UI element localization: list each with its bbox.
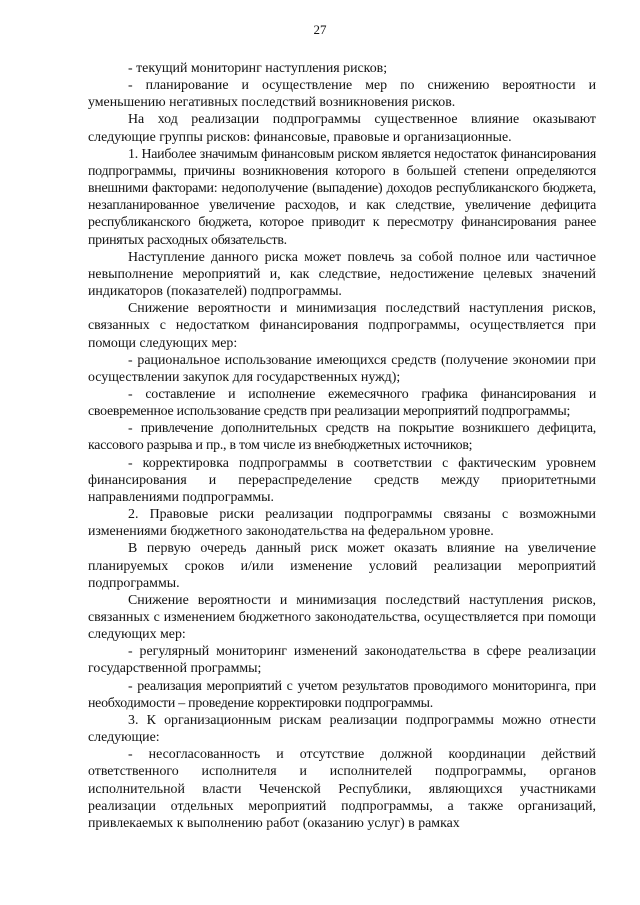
paragraph: На ход реализации подпрограммы существенное влияние оказывают следующие группы рисков: финансовые, правовые и организационные. bbox=[88, 112, 596, 145]
paragraph: Снижение вероятности и минимизация последствий наступления рисков, связанных с недостатком финансирования подпрограммы, осуществляется при помощи следующих мер: bbox=[88, 301, 596, 351]
paragraph: - планирование и осуществление мер по снижению вероятности и уменьшению негативных последствий возникновения рисков. bbox=[88, 78, 596, 111]
paragraph: - рациональное использование имеющихся средств (получение экономии при осуществлении закупок для государственных нужд); bbox=[88, 352, 596, 385]
page-number: 27 bbox=[313, 22, 327, 37]
paragraph: Наступление данного риска может повлечь за собой полное или частичное невыполнение мероприятий и, как следствие, недостижение целевых значений индикаторов (показателей) подпрограммы. bbox=[88, 249, 596, 300]
paragraph: - привлечение дополнительных средств на покрытие возникшего дефицита, кассового разрыва и пр., в том числе из внебюджетных источников; bbox=[88, 421, 596, 454]
paragraph: - несогласованность и отсутствие должной координации действий ответственного исполнителя и исполнителей подпрограммы, органов исполнительной власти Чеченской Республики, являющихся участниками реализации отдельных мероприятий подпрограммы, а также организаций, привлекаемых к выполнению работ (оказанию услуг) в рамках bbox=[88, 747, 596, 831]
paragraph: - корректировка подпрограммы в соответствии с фактическим уровнем финансирования и перераспределение средств между приоритетными направлениями подпрограммы. bbox=[88, 455, 596, 505]
paragraph: - текущий мониторинг наступления рисков; bbox=[128, 61, 388, 76]
paragraph: - реализация мероприятий с учетом результатов проводимого мониторинга, при необходимости – проведение корректировки подпрограммы. bbox=[88, 678, 596, 711]
paragraph: - составление и исполнение ежемесячного графика финансирования и своевременное использование средств при реализации мероприятий подпрограммы; bbox=[88, 386, 596, 420]
paragraph: - регулярный мониторинг изменений законодательства в сфере реализации государственной программы; bbox=[88, 644, 596, 677]
paragraph: 2. Правовые риски реализации подпрограммы связаны с возможными изменениями бюджетного законодательства на федеральном уровне. bbox=[88, 507, 596, 540]
body-text bbox=[88, 60, 596, 832]
paragraph: 3. К организационным рискам реализации подпрограммы можно отнести следующие: bbox=[88, 712, 596, 746]
paragraph: 1. Наиболее значимым финансовым риском является недостаток финансирования подпрограммы, причины возникновения которого в большей степени определяются внешними факторами: недополучение (выпадение) доходов республиканского бюджета, незапланированное увеличение расходов, и как следствие, увеличение дефицита республиканского бюджета, которое приводит к пересмотру финансирования ранее принятых расходных обязательств. bbox=[88, 146, 596, 248]
paragraph: Снижение вероятности и минимизация последствий наступления рисков, связанных с изменением бюджетного законодательства, осуществляется при помощи следующих мер: bbox=[88, 592, 596, 643]
paragraph: В первую очередь данный риск может оказать влияние на увеличение планируемых сроков и/или изменение условий реализации мероприятий подпрограммы. bbox=[88, 541, 596, 591]
